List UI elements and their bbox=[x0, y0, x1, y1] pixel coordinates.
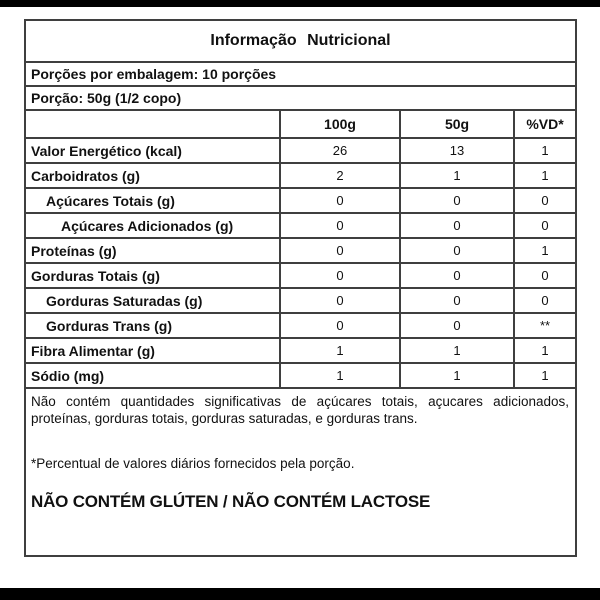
value-vd: 1 bbox=[513, 364, 575, 387]
value-vd: 1 bbox=[513, 139, 575, 162]
value-vd: 0 bbox=[513, 189, 575, 212]
column-header-blank bbox=[26, 111, 279, 137]
value-50g: 0 bbox=[399, 289, 513, 312]
nutrient-rows bbox=[26, 139, 575, 389]
value-100g: 0 bbox=[279, 289, 399, 312]
nutrition-title: Informação Nutricional bbox=[26, 21, 575, 63]
value-100g: 26 bbox=[279, 139, 399, 162]
value-vd: 0 bbox=[513, 289, 575, 312]
portion-size-line: Porção: 50g (1/2 copo) bbox=[26, 87, 575, 111]
nutrient-name: Açúcares Totais (g) bbox=[46, 192, 175, 209]
column-header-100g: 100g bbox=[279, 111, 399, 137]
bottom-black-bar bbox=[0, 588, 600, 600]
value-50g: 0 bbox=[399, 189, 513, 212]
column-header-row bbox=[26, 111, 575, 139]
value-100g: 2 bbox=[279, 164, 399, 187]
table-row bbox=[26, 264, 575, 289]
nutrition-label bbox=[24, 19, 577, 557]
value-50g: 0 bbox=[399, 264, 513, 287]
value-vd: 0 bbox=[513, 214, 575, 237]
gluten-lactose-free-claim: NÃO CONTÉM GLÚTEN / NÃO CONTÉM LACTOSE bbox=[31, 492, 431, 511]
column-header-vd: %VD* bbox=[513, 111, 575, 137]
table-row bbox=[26, 214, 575, 239]
value-vd: 0 bbox=[513, 264, 575, 287]
value-vd: 1 bbox=[513, 164, 575, 187]
table-row bbox=[26, 339, 575, 364]
nutrient-name: Proteínas (g) bbox=[31, 242, 117, 259]
value-100g: 0 bbox=[279, 214, 399, 237]
value-50g: 0 bbox=[399, 239, 513, 262]
top-black-bar bbox=[0, 0, 600, 7]
servings-per-package-line: Porções por embalagem: 10 porções bbox=[26, 63, 575, 87]
value-100g: 0 bbox=[279, 264, 399, 287]
value-50g: 1 bbox=[399, 339, 513, 362]
table-row bbox=[26, 289, 575, 314]
value-100g: 0 bbox=[279, 314, 399, 337]
nutrient-name: Sódio (mg) bbox=[31, 367, 105, 384]
value-50g: 0 bbox=[399, 214, 513, 237]
value-50g: 13 bbox=[399, 139, 513, 162]
table-row bbox=[26, 189, 575, 214]
daily-value-footnote: *Percentual de valores diários fornecidos pela porção. bbox=[31, 456, 355, 471]
value-100g: 0 bbox=[279, 239, 399, 262]
value-100g: 0 bbox=[279, 189, 399, 212]
nutrient-name: Gorduras Totais (g) bbox=[31, 267, 160, 284]
value-100g: 1 bbox=[279, 339, 399, 362]
value-50g: 0 bbox=[399, 314, 513, 337]
column-header-50g: 50g bbox=[399, 111, 513, 137]
nutrient-name: Fibra Alimentar (g) bbox=[31, 342, 155, 359]
value-50g: 1 bbox=[399, 364, 513, 387]
value-vd: 1 bbox=[513, 339, 575, 362]
table-row bbox=[26, 364, 575, 389]
nutrient-name: Gorduras Trans (g) bbox=[46, 317, 173, 334]
value-50g: 1 bbox=[399, 164, 513, 187]
no-significant-amounts-note: Não contém quantidades significativas de açúcares totais, açucares adicionados, proteínas, gorduras totais, gorduras saturadas, e gorduras trans. bbox=[31, 394, 569, 426]
value-100g: 1 bbox=[279, 364, 399, 387]
table-row bbox=[26, 164, 575, 189]
label-footer bbox=[26, 389, 575, 555]
table-row bbox=[26, 139, 575, 164]
table-row bbox=[26, 239, 575, 264]
value-vd: 1 bbox=[513, 239, 575, 262]
nutrient-name: Gorduras Saturadas (g) bbox=[46, 292, 203, 309]
table-row bbox=[26, 314, 575, 339]
nutrient-name: Valor Energético (kcal) bbox=[31, 142, 182, 159]
value-vd: ** bbox=[513, 314, 575, 337]
nutrient-name: Carboidratos (g) bbox=[31, 167, 140, 184]
nutrient-name: Açúcares Adicionados (g) bbox=[61, 217, 234, 234]
